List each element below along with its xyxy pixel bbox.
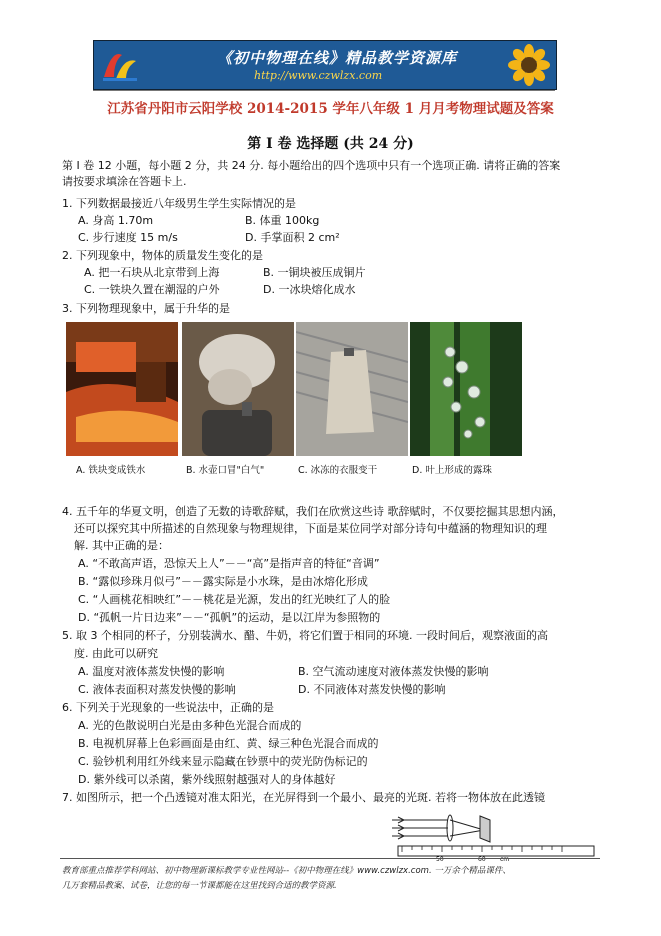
q6-stem: 6. 下列关于光现象的一些说法中，正确的是 [62, 701, 274, 714]
banner-title: 《初中物理在线》精品教学资源库 [216, 49, 457, 67]
banner-url[interactable]: http://www.czwlzx.com [254, 69, 383, 82]
q2-option-c: C. 一铁块久置在潮湿的户外 [84, 283, 220, 296]
intro-line-1: 第 I 卷 12 小题，每小题 2 分，共 24 分. 每小题给出的四个选项中只有一个选项正确. 请将正确的答案 [62, 159, 561, 172]
q5-line-2: 度. 由此可以研究 [74, 647, 158, 660]
q3-caption-b: B. 水壶口冒"白气" [186, 465, 265, 476]
q6-option-a: A. 光的色散说明白光是由多种色光混合而成的 [78, 719, 302, 732]
q3-photo-d [410, 322, 522, 456]
q3-photo-a [66, 322, 178, 456]
q1-option-b: B. 体重 100kg [245, 214, 320, 227]
q6-option-c: C. 验钞机利用红外线来显示隐藏在钞票中的荧光防伪标记的 [78, 755, 368, 768]
q3-photo-b [182, 322, 294, 456]
q4-line-3: 解. 其中正确的是： [74, 539, 169, 552]
q6-option-d: D. 紫外线可以杀菌，紫外线照射越强对人的身体越好 [78, 773, 336, 786]
q1-stem: 1. 下列数据最接近八年级男生学生实际情况的是 [62, 197, 296, 210]
q2-stem: 2. 下列现象中，物体的质量发生变化的是 [62, 249, 263, 262]
q4-line-1: 4. 五千年的华夏文明，创造了无数的诗歌辞赋，我们在欣赏这些诗 歌辞赋时，不仅要挖掘其思想内涵， [62, 505, 564, 518]
q3-caption-a: A. 铁块变成铁水 [76, 465, 146, 476]
q2-option-a: A. 把一石块从北京带到上海 [84, 266, 220, 279]
q4-option-b: B. “露似珍珠月似弓”－－露实际是小水珠，是由冰熔化形成 [78, 575, 368, 588]
q4-option-d: D. “孤帆一片日边来”－－“孤帆”的运动，是以江岸为参照物的 [78, 611, 381, 624]
q6-option-b: B. 电视机屏幕上色彩画面是由红、黄、绿三种色光混合而成的 [78, 737, 379, 750]
footer-line-1: 教育部重点推荐学科网站、初中物理新课标教学专业性网站--《初中物理在线》www.czwlzx.com. 一万余个精品课件、 [62, 866, 511, 876]
q4-line-2: 还可以探究其中所描述的自然现象与物理规律，下面是某位同学对部分诗句中蕴涵的物理知识的理 [74, 522, 547, 535]
q5-line-1: 5. 取 3 个相同的杯子，分别装满水、醋、牛奶，将它们置于相同的环境. 一段时间后，观察液面的高 [62, 629, 548, 642]
q3-photo-c [296, 322, 408, 456]
sunflower-icon [508, 44, 550, 86]
header-banner [93, 40, 557, 90]
q5-option-b: B. 空气流动速度对液体蒸发快慢的影响 [298, 665, 489, 678]
footer-divider [60, 858, 600, 859]
q5-option-c: C. 液体表面积对蒸发快慢的影响 [78, 683, 236, 696]
footer-line-2: 几万套精品教案、试卷，让您的每一节课都能在这里找到合适的教学资源. [62, 881, 337, 891]
q1-option-a: A. 身高 1.70m [78, 214, 154, 227]
q3-caption-c: C. 冰冻的衣服变干 [298, 465, 378, 476]
q5-option-a: A. 温度对液体蒸发快慢的影响 [78, 665, 225, 678]
q7-stem: 7. 如图所示，把一个凸透镜对准太阳光，在光屏得到一个最小、最亮的光斑. 若将一物体放在此透镜 [62, 791, 545, 804]
q4-option-c: C. “人画桃花相映红”－－桃花是光源，发出的红光映红了人的脸 [78, 593, 391, 606]
q2-option-b: B. 一铜块被压成铜片 [263, 266, 366, 279]
q1-option-d: D. 手掌面积 2 cm² [245, 231, 340, 244]
q2-option-d: D. 一冰块熔化成水 [263, 283, 356, 296]
q1-option-c: C. 步行速度 15 m/s [78, 231, 178, 244]
document-title: 江苏省丹阳市云阳学校 2014-2015 学年八年级 1 月月考物理试题及答案 [107, 101, 554, 117]
lens-ruler-diagram [388, 812, 600, 862]
q5-option-d: D. 不同液体对蒸发快慢的影响 [298, 683, 446, 696]
ruler-label-unit: cm [500, 856, 510, 862]
header-divider [93, 90, 555, 91]
q3-caption-d: D. 叶上形成的露珠 [412, 465, 492, 476]
section-title: 第 I 卷 选择题 (共 24 分) [247, 136, 414, 152]
ruler-label-50: 50 [436, 856, 444, 862]
q3-stem: 3. 下列物理现象中，属于升华的是 [62, 302, 230, 315]
ruler-label-60: 60 [478, 856, 486, 862]
q4-option-a: A. “不敢高声语，恐惊天上人”－－“高”是指声音的特征“音调” [78, 557, 380, 570]
site-logo-icon [100, 47, 140, 83]
intro-line-2: 请按要求填涂在答题卡上. [62, 175, 187, 188]
